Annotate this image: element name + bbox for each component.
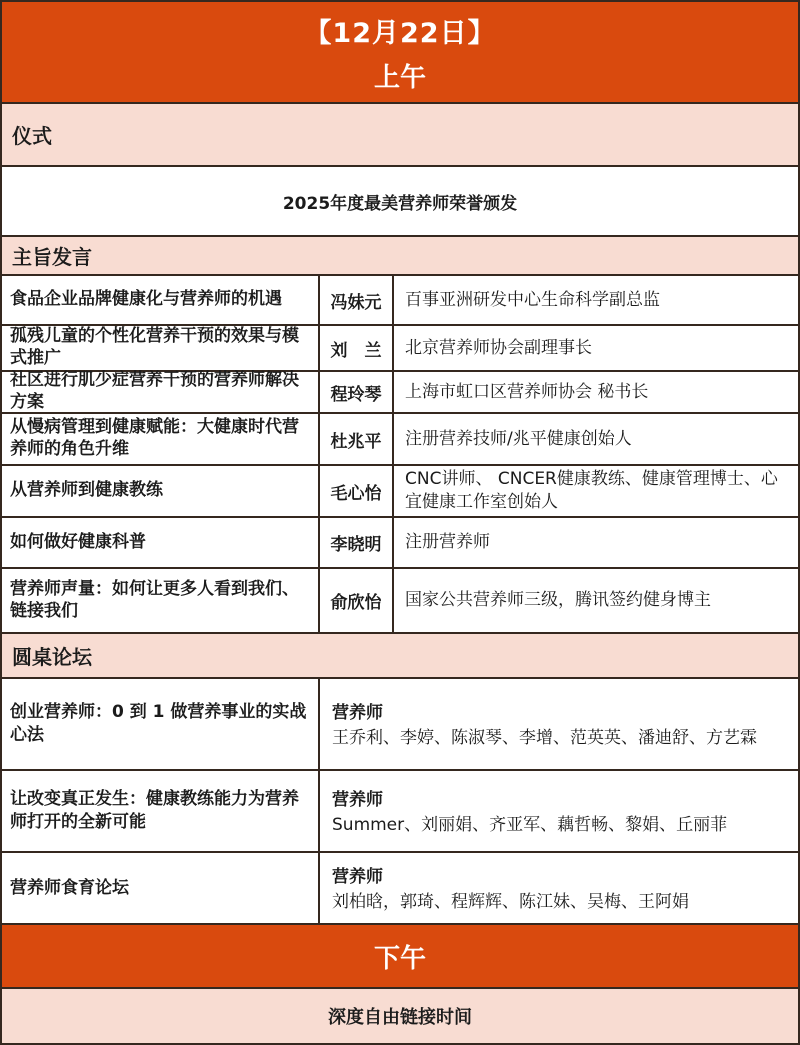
session-title-morning: 上午	[373, 62, 426, 93]
afternoon-event-text: 深度自由链接时间	[328, 1007, 472, 1028]
section-label: 仪式	[12, 124, 52, 148]
ceremony-event-row	[2, 167, 798, 235]
table-row	[2, 414, 798, 464]
keynote-topic: 如何做好健康科普	[2, 518, 318, 567]
afternoon-event-row	[2, 989, 798, 1043]
keynote-speaker: 李晓明	[320, 518, 392, 567]
keynote-topic: 社区进行肌少症营养干预的营养师解决方案	[2, 372, 318, 412]
keynote-speaker: 程玲琴	[320, 372, 392, 412]
table-row	[2, 518, 798, 567]
date-title: 【12月22日】	[304, 17, 496, 49]
keynote-speaker-title: 百事亚洲研发中心生命科学副总监	[394, 276, 798, 324]
day-header	[2, 2, 798, 102]
keynote-topic: 从慢病管理到健康赋能：大健康时代营养师的角色升维	[2, 414, 318, 464]
roundtable-topic: 营养师食育论坛	[2, 853, 318, 923]
keynote-speaker-title: CNC讲师、 CNCER健康教练、健康管理博士、心宜健康工作室创始人	[394, 466, 798, 516]
session-header-afternoon	[2, 925, 798, 987]
table-row	[2, 466, 798, 516]
keynote-speaker-title: 上海市虹口区营养师协会 秘书长	[394, 372, 798, 412]
roundtable-topic: 让改变真正发生：健康教练能力为营养师打开的全新可能	[2, 771, 318, 851]
table-row	[2, 569, 798, 632]
afternoon-title: 下午	[373, 943, 426, 974]
keynote-speaker-title: 国家公共营养师三级，腾讯签约健身博主	[394, 569, 798, 632]
roundtable-participants	[320, 771, 798, 851]
keynote-topic: 食品企业品牌健康化与营养师的机遇	[2, 276, 318, 324]
keynote-topic: 孤残儿童的个性化营养干预的效果与模式推广	[2, 326, 318, 370]
participant-role-label: 营养师	[332, 790, 383, 811]
participant-names: Summer、刘丽娟、齐亚军、藕哲畅、黎娟、丘丽菲	[332, 815, 728, 836]
roundtable-participants	[320, 853, 798, 923]
participant-role-label: 营养师	[332, 703, 383, 724]
keynote-speaker-title: 注册营养师	[394, 518, 798, 567]
keynote-speaker-title: 注册营养技师/兆平健康创始人	[394, 414, 798, 464]
table-row	[2, 853, 798, 923]
section-label: 主旨发言	[12, 245, 92, 269]
ceremony-event-text: 2025年度最美营养师荣誉颁发	[282, 193, 518, 214]
participant-names: 王乔利、李婷、陈淑琴、李增、范英英、潘迪舒、方艺霖	[332, 728, 757, 749]
participant-role-label: 营养师	[332, 867, 383, 888]
keynote-topic: 营养师声量：如何让更多人看到我们、链接我们	[2, 569, 318, 632]
section-label: 圆桌论坛	[12, 645, 92, 669]
participant-names: 刘柏晗，郭琦、程辉辉、陈江妹、吴梅、王阿娟	[332, 892, 689, 913]
table-row	[2, 276, 798, 324]
section-band-roundtable	[2, 634, 798, 677]
keynote-speaker: 杜兆平	[320, 414, 392, 464]
section-band-keynote	[2, 237, 798, 274]
keynote-topic: 从营养师到健康教练	[2, 466, 318, 516]
roundtable-participants	[320, 679, 798, 769]
table-row	[2, 326, 798, 370]
keynote-speaker: 刘 兰	[320, 326, 392, 370]
keynote-speaker: 冯妹元	[320, 276, 392, 324]
roundtable-topic: 创业营养师：0 到 1 做营养事业的实战心法	[2, 679, 318, 769]
section-band-ceremony	[2, 104, 798, 165]
keynote-speaker: 俞欣怡	[320, 569, 392, 632]
table-row	[2, 679, 798, 769]
table-row	[2, 771, 798, 851]
table-row	[2, 372, 798, 412]
keynote-speaker: 毛心怡	[320, 466, 392, 516]
keynote-speaker-title: 北京营养师协会副理事长	[394, 326, 798, 370]
